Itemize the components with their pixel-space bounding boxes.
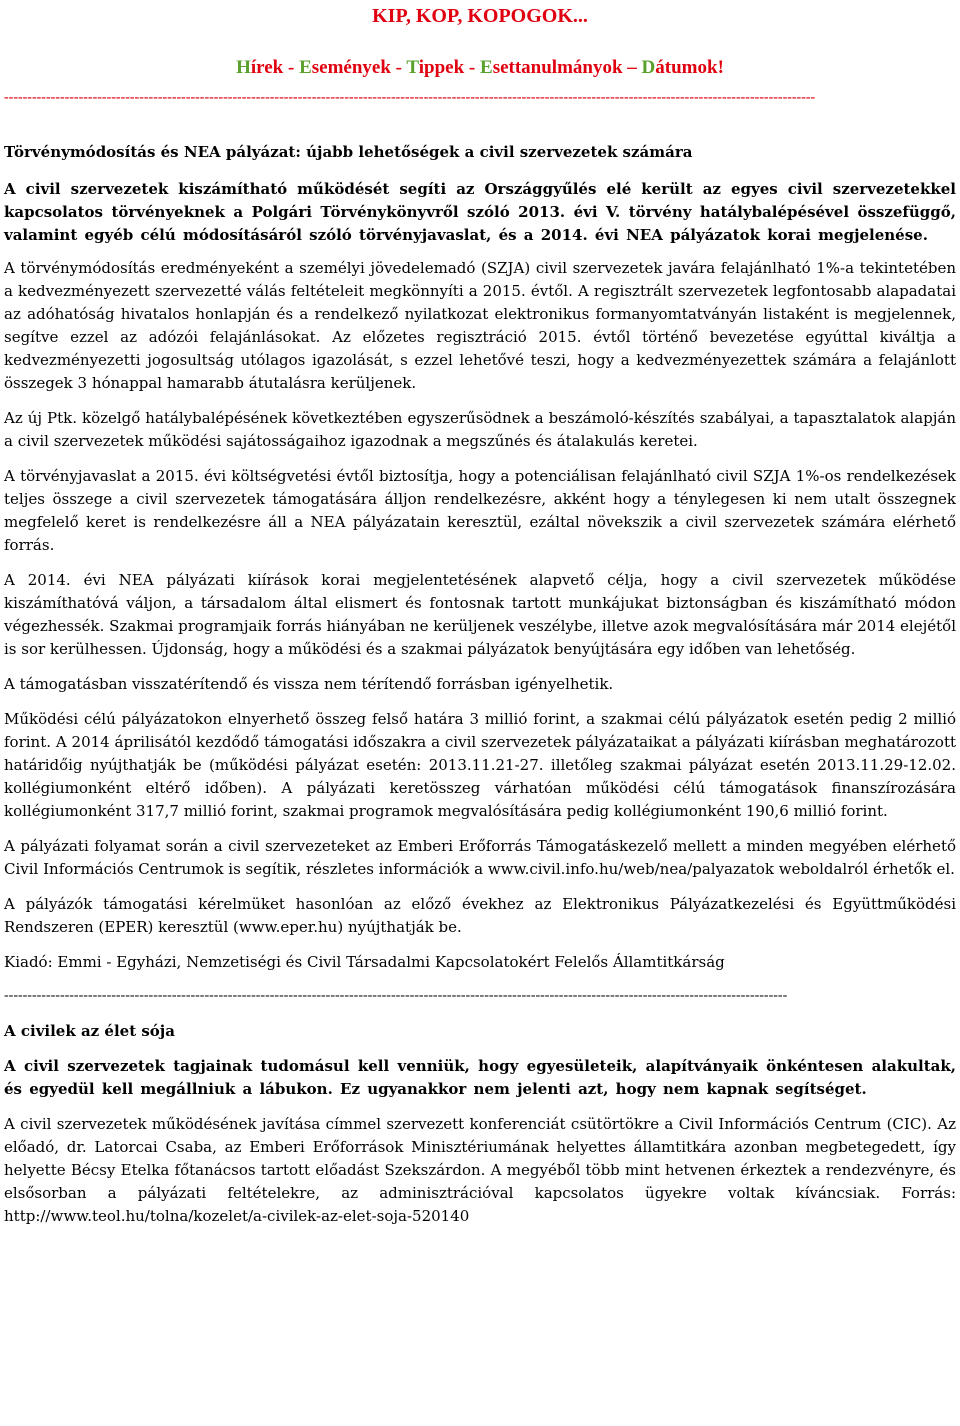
article2-body (4, 1113, 956, 1228)
subtitle-initial: E (299, 57, 312, 78)
body-paragraph: A törvényjavaslat a 2015. évi költségvetési évtől biztosítja, hogy a potenciálisan felajánlható civil SZJA 1%-os rendelkezések teljes összege a civil szervezetek támogatására álljon rendelkezésre, akként hogy a ténylegesen ki nem utalt összegnek megfelelő keret is rendelkezésre áll a NEA pályázatain keresztül, ezáltal növekszik a civil szervezetek számára elérhető forrás. (4, 467, 956, 554)
body-paragraph: Működési célú pályázatokon elnyerhető összeg felső határa 3 millió forint, a szakmai célú pályázatok esetén pedig 2 millió forint. A 2014 áprilisától kezdődő támogatási időszakra a civil szervezetek pályázataikat a pályázati kiírásban meghatározott határidőig nyújthatják be (működési pályázat esetén: 2013.11.21-27. illetőleg szakmai pályázat esetén 2013.11.29-12.02. kollégiumonként eltérő időben). A pályázati keretösszeg várhatóan működési célú támogatások finanszírozására kollégiumonként 317,7 millió forint, szakmai programok megvalósítására pedig kollégiumonként 190,6 millió forint. (4, 710, 956, 820)
article2-title: A civilek az élet sója (4, 1022, 175, 1040)
subtitle-initial: H (236, 57, 251, 78)
body-paragraph: A törvénymódosítás eredményeként a személyi jövedelemadó (SZJA) civil szervezetek javára felajánlható 1%-a tekintetében a kedvezményezett szervezetté válás feltételeit megkönnyíti a 2015. évtől. A regisztrált szervezetek legfontosabb alapadatai az adóhatóság hivatalos honlapján és a rendelkező nyilatkozat elektronikus formanyomtatványán listaként is megjelennek, segítve ezzel az adózói felajánlásokat. Az előzetes regisztráció 2015. évtől történő bevezetése egyúttal kiváltja a kedvezményezetti jogosultság utólagos igazolását, s ezzel lehetővé teszi, hogy a kedvezményezettek számára a felajánlott összegek 3 hónappal hamarabb átutalásra kerüljenek. (4, 259, 956, 392)
article2-lead: A civil szervezetek tagjainak tudomásul kell venniük, hogy egyesületeik, alapítványaik önkéntesen alakultak, és egyedül kell megállniuk a lábukon. Ez ugyanakkor nem jelenti azt, hogy nem kapnak segítséget. (4, 1057, 956, 1098)
body-paragraph: A pályázati folyamat során a civil szervezeteket az Emberi Erőforrás Támogatáskezelő mellett a minden megyében elérhető Civil Információs Centrumok is segítik, részletes információk a www.civil.info.hu/web/nea/palyazatok weboldalról érhetők el. (4, 837, 956, 878)
body-paragraph: A civil szervezetek működésének javítása címmel szervezett konferenciát csütörtökre a Civil Információs Centrum (CIC). Az előadó, dr. Latorcai Csaba, az Emberi Erőforrások Minisztériumának helyettes államtitkára azonban megbetegedett, így helyette Bécsy Etelka főtanácsos tartott előadást Szekszárdon. A megyéből több mint hetvenen érkeztek a rendezvényre, és elsősorban a pályázati feltételekre, az adminisztrációval kapcsolatos ügyekre voltak kíváncsiak. Forrás: http://www.teol.hu/tolna/kozelet/a-civilek-az-elet-soja-520140 (4, 1115, 956, 1225)
article-lead: A civil szervezetek kiszámítható működését segíti az Országgyűlés elé került az egyes civil szervezetekkel kapcsolatos törvényeknek a Polgári Törvénykönyvről szóló 2013. évi V. törvény hatálybalépésével összefüggő, valamint egyéb célú módosításáról szóló törvényjavaslat, és a 2014. évi NEA pályázatok korai megjelenése. (4, 180, 956, 244)
article-body (4, 257, 956, 974)
newsletter-title: KIP, KOP, KOPOGOK... (372, 5, 588, 27)
subtitle-initial: T (406, 57, 419, 78)
subtitle-text: ippek - (418, 57, 480, 78)
subtitle-text: átumok! (655, 57, 724, 78)
subtitle-text: semények - (311, 57, 407, 78)
subtitle-text: settanulmányok – (492, 57, 642, 78)
subtitle-text: írek - (250, 57, 300, 78)
subtitle-initial: E (480, 57, 493, 78)
body-paragraph: A támogatásban visszatérítendő és vissza nem térítendő forrásban igényelhetik. (4, 675, 614, 693)
body-paragraph: A 2014. évi NEA pályázati kiírások korai megjelentetésének alapvető célja, hogy a civil szervezetek működése kiszámíthatóvá váljon, a társadalom által elismert és fontosnak tartott munkájukat biztonságban és kiszámítható módon végezhessék. Szakmai programjaik forrás hiányában ne kerüljenek veszélybe, illetve azok megvalósítására már 2014 elejétől is sor kerülhessen. Újdonság, hogy a működési és a szakmai pályázatok benyújtására egy időben van lehetőség. (4, 571, 956, 658)
subtitle-initial: D (641, 57, 656, 78)
section-divider: ------------------------------------------------------------------------------------------------------------------------------------------------------------------------ (4, 988, 788, 1003)
body-paragraph: Az új Ptk. közelgő hatálybalépésének következtében egyszerűsödnek a beszámoló-készítés szabályai, a tapasztalatok alapján a civil szervezetek működési sajátosságaihoz igazodnak a megszűnés és átalakulás keretei. (4, 409, 956, 450)
body-paragraph: Kiadó: Emmi - Egyházi, Nemzetiségi és Civil Társadalmi Kapcsolatokért Felelős Államtitkárság (4, 953, 725, 971)
document-page (0, 4, 960, 1426)
header-divider: ------------------------------------------------------------------------------------------------------------------------------------------------------------------------------ (4, 90, 816, 105)
article-title: Törvénymódosítás és NEA pályázat: újabb lehetőségek a civil szervezetek számára (4, 143, 693, 161)
newsletter-subtitle (4, 56, 956, 80)
body-paragraph: A pályázók támogatási kérelmüket hasonlóan az előző évekhez az Elektronikus Pályázatkezelési és Együttműködési Rendszeren (EPER) keresztül (www.eper.hu) nyújthatják be. (4, 895, 956, 936)
